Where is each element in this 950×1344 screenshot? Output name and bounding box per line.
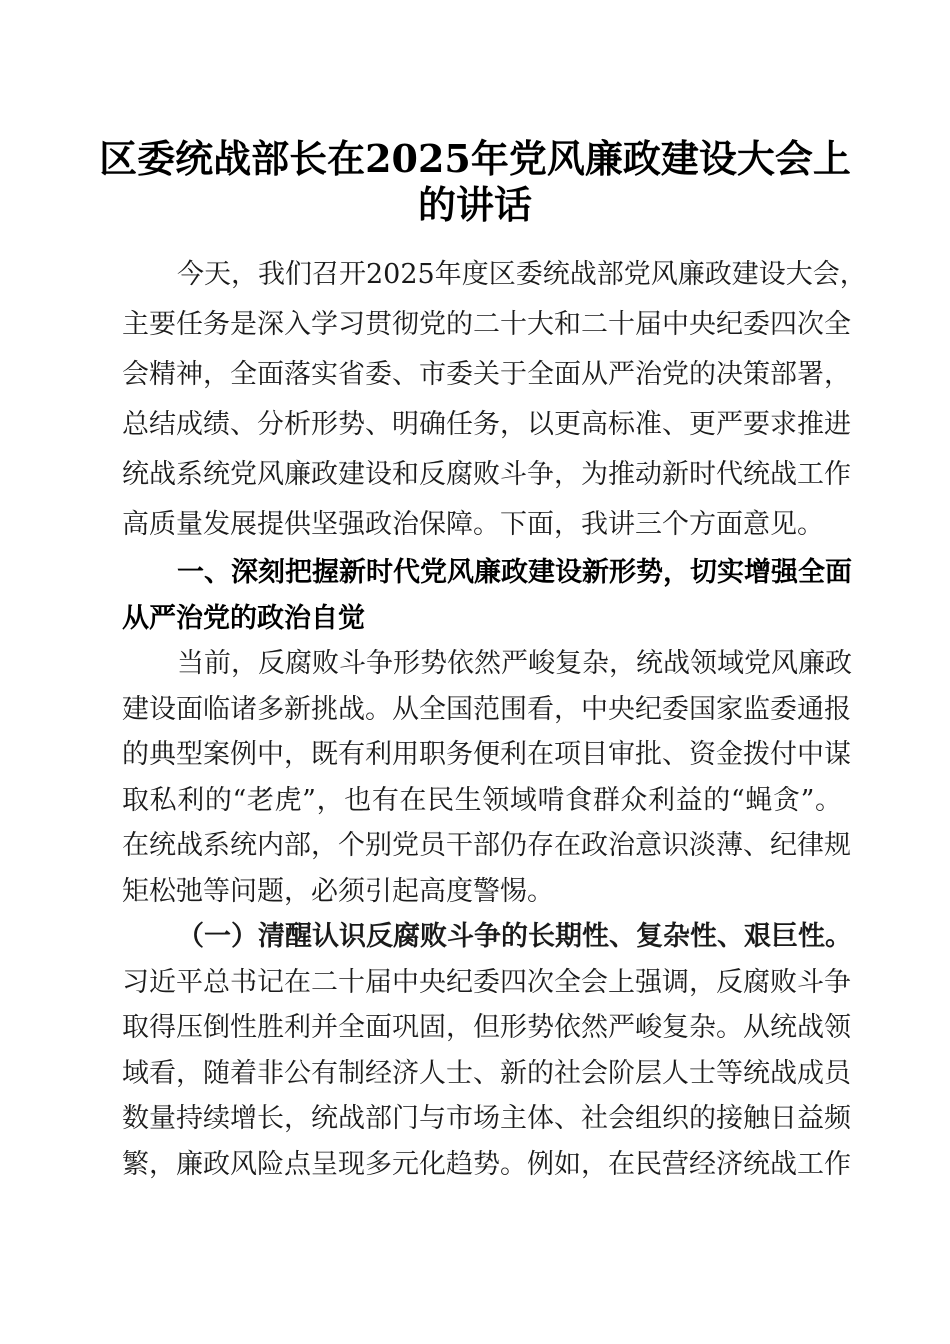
- paragraph-subsection-1: [122, 914, 852, 1187]
- text-line: 在统战系统内部，个别党员干部仍存在政治意识淡薄、纪律规: [122, 830, 851, 861]
- text-line: 高质量发展提供坚强政治保障。下面，我讲三个方面意见。: [122, 509, 824, 540]
- paragraph-situation: [122, 641, 852, 914]
- heading-line: 从严治党的政治自觉: [122, 602, 365, 634]
- text-line: 取得压倒性胜利并全面巩固，但形势依然严峻复杂。从统战领: [122, 1012, 851, 1043]
- text-line: 会精神，全面落实省委、市委关于全面从严治党的决策部署，: [122, 359, 851, 390]
- text-line: 习近平总书记在二十届中央纪委四次全会上强调，反腐败斗争: [122, 966, 851, 998]
- text-line: 当前，反腐败斗争形势依然严峻复杂，统战领域党风廉政: [177, 648, 852, 679]
- text-line: 矩松弛等问题，必须引起高度警惕。: [122, 875, 554, 907]
- text-line: 繁，廉政风险点呈现多元化趋势。例如，在民营经济统战工作: [122, 1148, 851, 1180]
- heading-line: 一、深刻把握新时代党风廉政建设新形势，切实增强全面: [177, 557, 852, 588]
- text-line: 总结成绩、分析形势、明确任务，以更高标准、更严要求推进: [122, 409, 851, 440]
- text-line: 统战系统党风廉政建设和反腐败斗争，为推动新时代统战工作: [122, 459, 851, 490]
- document-title: [0, 136, 950, 228]
- text-line: 域看，随着非公有制经济人士、新的社会阶层人士等统战成员: [122, 1057, 851, 1089]
- text-line: 数量持续增长，统战部门与市场主体、社会组织的接触日益频: [122, 1103, 851, 1134]
- subheading-line: （一）清醒认识反腐败斗争的长期性、复杂性、艰巨性。: [177, 921, 852, 952]
- section-heading-1: [122, 550, 852, 641]
- text-line: 今天，我们召开2025年度区委统战部党风廉政建设大会，: [177, 259, 867, 290]
- text-line: 取私利的“老虎”，也有在民生领域啃食群众利益的“蝇贪”。: [122, 784, 842, 816]
- title-line-2: 的讲话: [417, 182, 532, 227]
- text-line: 的典型案例中，既有利用职务便利在项目审批、资金拨付中谋: [122, 739, 851, 770]
- document-body: [122, 250, 867, 1187]
- paragraph-intro: [122, 250, 867, 550]
- text-line: 建设面临诸多新挑战。从全国范围看，中央纪委国家监委通报: [122, 693, 851, 725]
- title-line-1: 区委统战部长在2025年党风廉政建设大会上: [99, 136, 851, 181]
- text-line: 主要任务是深入学习贯彻党的二十大和二十届中央纪委四次全: [122, 309, 851, 340]
